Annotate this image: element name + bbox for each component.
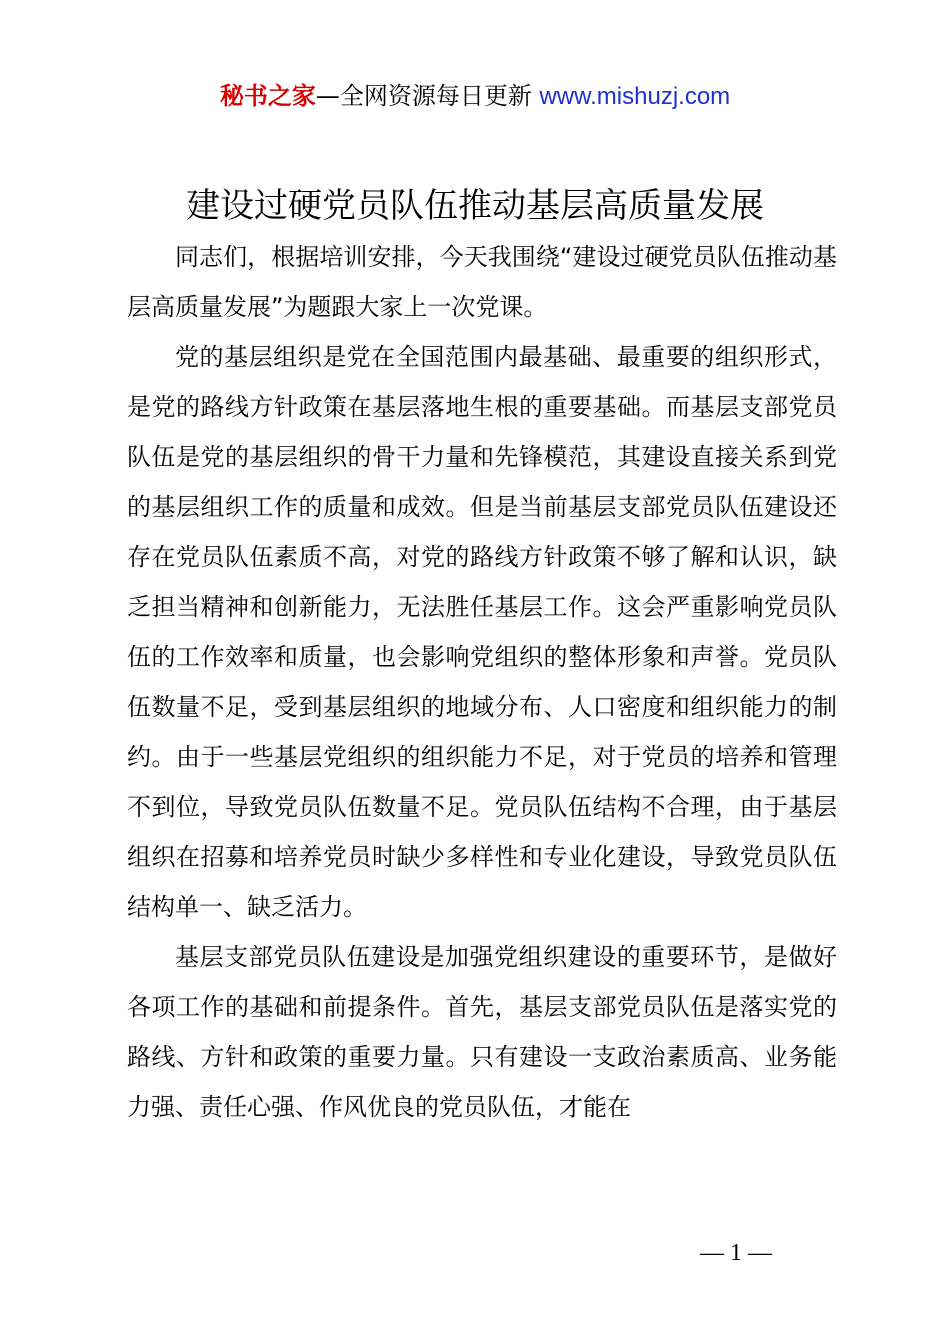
paragraph-importance: 基层支部党员队伍建设是加强党组织建设的重要环节，是做好各项工作的基础和前提条件。首先，基层支部党员队伍是落实党的路线、方针和政策的重要力量。只有建设一支政治素质高、业务能力强、责任心强、作风优良的党员队伍，才能在 bbox=[127, 943, 837, 1121]
site-url-link[interactable]: www.mishuzj.com bbox=[539, 83, 731, 110]
document-title: 建设过硬党员队伍推动基层高质量发展 bbox=[186, 186, 764, 226]
paragraph-background: 党的基层组织是党在全国范围内最基础、最重要的组织形式，是党的路线方针政策在基层落地生根的重要基础。而基层支部党员队伍是党的基层组织的骨干力量和先锋模范，其建设直接关系到党的基层组织工作的质量和成效。但是当前基层支部党员队伍建设还存在党员队伍素质不高，对党的路线方针政策不够了解和认识，缺乏担当精神和创新能力，无法胜任基层工作。这会严重影响党员队伍的工作效率和质量，也会影响党组织的整体形象和声誉。党员队伍数量不足，受到基层组织的地域分布、人口密度和组织能力的制约。由于一些基层党组织的组织能力不足，对于党员的培养和管理不到位，导致党员队伍数量不足。党员队伍结构不合理，由于基层组织在招募和培养党员时缺少多样性和专业化建设，导致党员队伍结构单一、缺乏活力。 bbox=[127, 343, 837, 921]
site-tagline: —全网资源每日更新 bbox=[315, 82, 532, 110]
paragraph-intro: 同志们，根据培训安排，今天我围绕“建设过硬党员队伍推动基层高质量发展”为题跟大家上一次党课。 bbox=[127, 243, 837, 321]
document-body bbox=[127, 232, 837, 1132]
site-header bbox=[0, 80, 950, 113]
site-brand: 秘书之家 bbox=[219, 82, 316, 110]
page-number: — 1 — bbox=[700, 1240, 772, 1266]
